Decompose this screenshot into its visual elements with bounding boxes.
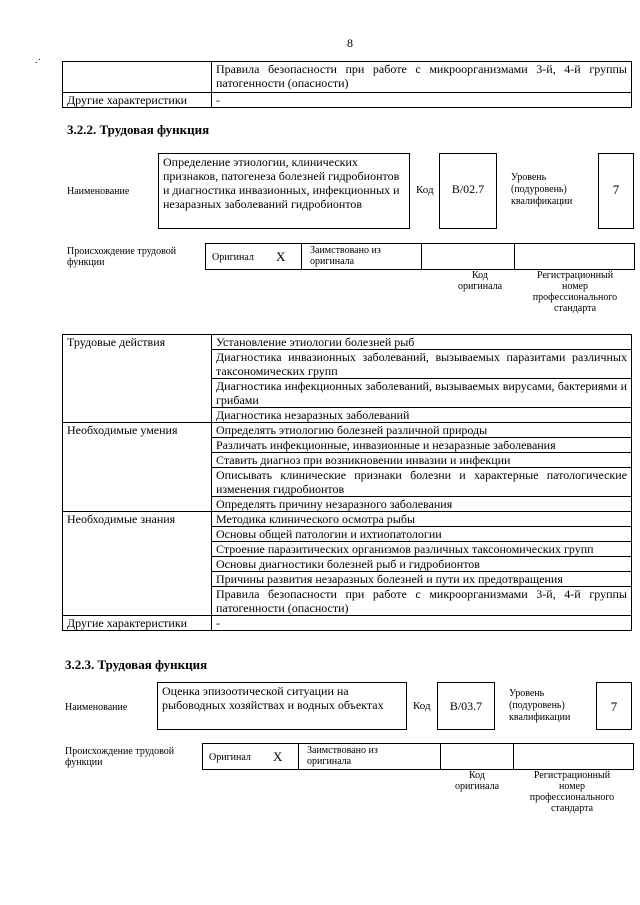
list-item: Строение паразитических организмов различных таксономических групп [212, 542, 632, 557]
group-label: Другие характеристики [63, 616, 212, 631]
original-cell [203, 744, 299, 769]
list-item: Диагностика инфекционных заболеваний, вызываемых вирусами, бактериями и грибами [212, 379, 632, 408]
original-label: Оригинал [212, 252, 254, 263]
original-label: Оригинал [209, 752, 251, 763]
level-box [598, 153, 634, 229]
level-label: Уровень (подуровень) квалификации [509, 688, 571, 723]
code-label: Код [413, 700, 431, 712]
borrowed-label: Заимствовано из оригинала [307, 745, 378, 767]
list-item: - [212, 616, 632, 631]
code-caption: Код оригинала [454, 770, 500, 792]
level-box [596, 682, 632, 730]
code-box [437, 682, 495, 730]
scan-artifact: .· [35, 55, 41, 66]
table-row [63, 616, 632, 631]
original-mark: X [276, 249, 286, 264]
list-item: Диагностика незаразных заболеваний [212, 408, 632, 423]
code-label: Код [416, 184, 434, 196]
main-table [62, 334, 632, 631]
code-value: B/03.7 [449, 699, 483, 713]
row-label: Другие характеристики [63, 93, 212, 108]
level-value: 7 [610, 699, 618, 714]
list-item: Основы общей патологии и ихтиопатологии [212, 527, 632, 542]
row-label [63, 62, 212, 93]
list-item: Диагностика инвазионных заболеваний, вызываемых паразитами различных таксономических групп [212, 350, 632, 379]
table-row [63, 423, 632, 438]
top-table [62, 61, 632, 108]
original-cell [206, 244, 302, 269]
borrowed-label: Заимствовано из оригинала [310, 245, 381, 267]
code-box [439, 153, 497, 229]
origin-label: Происхождение трудовой функции [67, 246, 177, 268]
origin-row [202, 743, 634, 770]
name-label: Наименование [67, 186, 130, 197]
table-row [63, 512, 632, 527]
list-item: Установление этиологии болезней рыб [212, 335, 632, 350]
list-item: Определять этиологию болезней различной природы [212, 423, 632, 438]
list-item: Правила безопасности при работе с микроорганизмами 3-й, 4-й группы патогенности (опасности) [212, 587, 632, 616]
origin-label: Происхождение трудовой функции [65, 746, 175, 768]
group-label: Необходимые знания [63, 512, 212, 616]
level-value: 7 [612, 182, 620, 197]
original-mark: X [273, 749, 283, 764]
list-item: Основы диагностики болезней рыб и гидробионтов [212, 557, 632, 572]
code-caption: Код оригинала [457, 270, 503, 292]
reg-caption: Регистрационный номер профессионального стандарта [532, 270, 618, 314]
section-heading: 3.2.3. Трудовая функция [65, 657, 208, 672]
code-value: B/02.7 [451, 182, 485, 196]
function-name-box: Оценка эпизоотической ситуации на рыбоводных хозяйствах и водных объектах [157, 682, 407, 730]
group-label: Трудовые действия [63, 335, 212, 423]
table-row [63, 62, 632, 93]
list-item: Причины развития незаразных болезней и пути их предотвращения [212, 572, 632, 587]
row-text: Правила безопасности при работе с микроорганизмами 3-й, 4-й группы патогенности (опасности) [212, 62, 632, 93]
code-cell [440, 744, 514, 769]
row-text: - [212, 93, 632, 108]
list-item: Ставить диагноз при возникновении инвазии и инфекции [212, 453, 632, 468]
list-item: Описывать клинические признаки болезни и характерные патологические изменения гидробионтов [212, 468, 632, 497]
page-number: 8 [347, 36, 353, 50]
table-row [63, 93, 632, 108]
function-name-box: Определение этиологии, клинических признаков, патогенеза болезней гидробионтов и диагностика инвазионных, инфекционных и незаразных заболеваний гидробионтов [158, 153, 410, 229]
level-label: Уровень (подуровень) квалификации [511, 172, 573, 207]
group-label: Необходимые умения [63, 423, 212, 512]
list-item: Определять причину незаразного заболевания [212, 497, 632, 512]
name-label: Наименование [65, 702, 128, 713]
section-heading: 3.2.2. Трудовая функция [67, 122, 210, 137]
reg-caption: Регистрационный номер профессионального стандарта [529, 770, 615, 814]
origin-row [205, 243, 635, 270]
table-row [63, 335, 632, 350]
list-item: Методика клинического осмотра рыбы [212, 512, 632, 527]
list-item: Различать инфекционные, инвазионные и незаразные заболевания [212, 438, 632, 453]
code-cell [421, 244, 515, 269]
